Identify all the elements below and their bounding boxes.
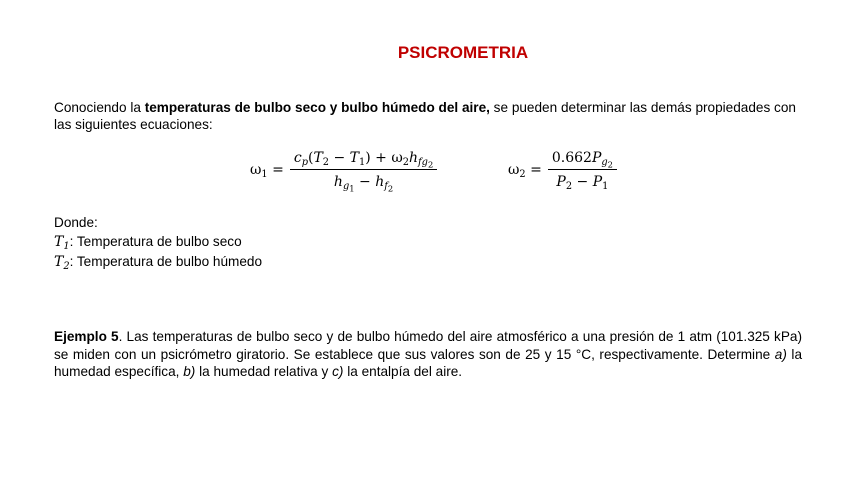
intro-rest: se pueden determinar las demás propiedades con las siguientes ecuaciones: — [54, 100, 796, 132]
page-title: PSICROMETRIA — [397, 43, 529, 62]
equation-omega2-denominator: $P_2 - P_1$ — [556, 174, 609, 192]
equation-omega2-lhs: $\omega_2$ = — [508, 162, 542, 180]
intro-bold: temperaturas de bulbo seco y bulbo húmedo del aire, — [144, 100, 490, 115]
equation-omega1-denominator: $h_{g_1} - h_{f_2}$ — [333, 174, 394, 194]
donde-item-t1 — [54, 232, 262, 252]
donde-item-t2 — [54, 252, 262, 272]
donde-var-t2: $T_2$ — [54, 254, 70, 272]
example-part-c: c) — [332, 364, 344, 379]
donde-var-t1: $T_1$ — [54, 234, 70, 252]
equation-omega2 — [508, 150, 617, 190]
example-part-a: a) — [774, 346, 787, 362]
example-part-b: b) — [183, 364, 196, 379]
example-text3: la humedad relativa y — [195, 364, 333, 379]
intro-paragraph — [54, 99, 809, 133]
example-text4: la entalpía del aire. — [343, 364, 463, 379]
equation-omega1-numerator: $c_p(T_2 - T_1) + \omega_2h_{fg_2}$ — [290, 150, 437, 170]
donde-label: Donde: — [54, 215, 98, 230]
equation-omega1-lhs: $\omega_1$ = — [250, 162, 284, 180]
example-paragraph — [54, 328, 802, 381]
intro-lead: Conociendo la — [54, 100, 145, 115]
example-text1: . Las temperaturas de bulbo seco y de bulbo húmedo del aire atmosférico a una presión de 1 atm (101.325 kPa) se miden con un psicrómetro giratorio. Se establece que sus valores son de 25 y 15 °C, respectivamente. Determine — [54, 329, 802, 362]
equation-omega1 — [250, 150, 437, 194]
equation-omega2-numerator: $0.662P_{g_2}$ — [548, 150, 617, 170]
example-label: Ejemplo 5 — [54, 329, 119, 344]
equation-omega1-fraction — [290, 150, 437, 194]
donde-desc-t1: : Temperatura de bulbo seco — [69, 234, 242, 249]
equation-omega2-fraction — [548, 150, 617, 190]
example-text2: la humedad específica, — [54, 346, 803, 379]
donde-desc-t2: : Temperatura de bulbo húmedo — [69, 254, 263, 269]
donde-section — [54, 213, 262, 272]
